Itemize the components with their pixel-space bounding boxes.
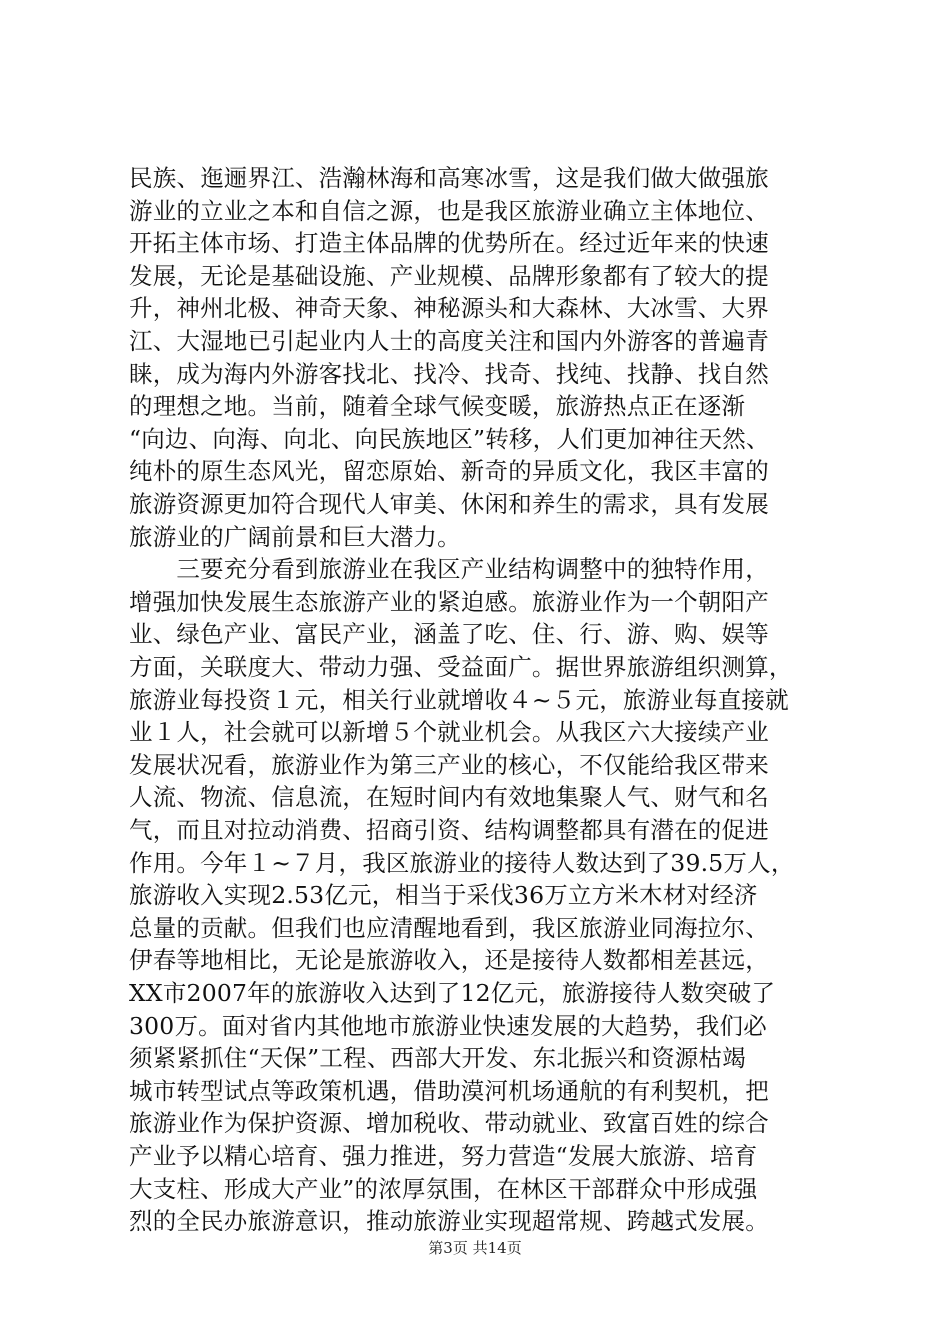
text-line: 作用。今年１~７月，我区旅游业的接待人数达到了39.5万人， — [129, 848, 795, 877]
text-line: 方面，关联度大、带动力强、受益面广。据世界旅游组织测算， — [129, 653, 793, 681]
text-line: “向边、向海、向北、向民族地区”转移，人们更加神往天然、 — [129, 424, 770, 453]
text-line: 升，神州北极、神奇天象、神秘源头和大森林、大冰雪、大界 — [129, 294, 769, 323]
text-line: 睐，成为海内外游客找北、找冷、找奇、找纯、找静、找自然 — [129, 359, 769, 388]
text-line: 大支柱、形成大产业”的浓厚氛围，在林区干部群众中形成强 — [129, 1174, 758, 1203]
text-line: 产业予以精心培育、强力推进，努力营造“发展大旅游、培育 — [129, 1142, 758, 1170]
text-line: 民族、迤逦界江、浩瀚林海和高寒冰雪，这是我们做大做强旅 — [129, 164, 769, 192]
text-line: 伊春等地相比，无论是旅游收入，还是接待人数都相差甚远， — [129, 946, 769, 975]
text-line: 人流、物流、信息流，在短时间内有效地集聚人气、财气和名 — [129, 783, 769, 812]
text-line: 增强加快发展生态旅游产业的紧迫感。旅游业作为一个朝阳产 — [129, 587, 769, 616]
text-line: 须紧紧抓住“天保”工程、西部大开发、东北振兴和资源枯竭 — [129, 1044, 746, 1073]
text-line: 纯朴的原生态风光，留恋原始、新奇的异质文化，我区丰富的 — [129, 457, 769, 486]
text-line: 旅游业的广阔前景和巨大潜力。 — [129, 522, 461, 551]
text-line: XX市2007年的旅游收入达到了12亿元，旅游接待人数突破了 — [129, 979, 776, 1007]
text-line: 业１人，社会就可以新增５个就业机会。从我区六大接续产业 — [129, 718, 769, 747]
text-line: 江、大湿地已引起业内人士的高度关注和国内外游客的普遍青 — [129, 327, 769, 355]
page-footer: 第3页 共14页 — [428, 1239, 522, 1257]
text-line: 游业的立业之本和自信之源，也是我区旅游业确立主体地位、 — [129, 196, 769, 225]
text-line: 总量的贡献。但我们也应清醒地看到，我区旅游业同海拉尔、 — [129, 913, 769, 942]
text-line: 的理想之地。当前，随着全球气候变暖，旅游热点正在逐渐 — [129, 392, 746, 421]
text-line: 发展，无论是基础设施、产业规模、品牌形象都有了较大的提 — [129, 261, 769, 290]
text-line: 烈的全民办旅游意识，推动旅游业实现超常规、跨越式发展。 — [129, 1207, 769, 1236]
text-line: 发展状况看，旅游业作为第三产业的核心，不仅能给我区带来 — [129, 750, 769, 779]
text-line: 300万。面对省内其他地市旅游业快速发展的大趋势，我们必 — [129, 1011, 767, 1040]
text-line: 旅游资源更加符合现代人审美、休闲和养生的需求，具有发展 — [129, 490, 769, 518]
text-line: 城市转型试点等政策机遇，借助漠河机场通航的有利契机，把 — [129, 1076, 769, 1105]
text-line: 气，而且对拉动消费、招商引资、结构调整都具有潜在的促进 — [129, 816, 769, 844]
text-line: 业、绿色产业、富民产业，涵盖了吃、住、行、游、购、娱等 — [129, 620, 769, 649]
text-line: 三要充分看到旅游业在我区产业结构调整中的独特作用， — [129, 555, 769, 584]
text-line: 旅游业作为保护资源、增加税收、带动就业、致富百姓的综合 — [129, 1109, 769, 1138]
text-line: 旅游收入实现2.53亿元，相当于采伐36万立方米木材对经济 — [129, 881, 758, 910]
text-line: 旅游业每投资１元，相关行业就增收４~５元，旅游业每直接就 — [129, 685, 789, 714]
text-line: 开拓主体市场、打造主体品牌的优势所在。经过近年来的快速 — [129, 229, 769, 258]
